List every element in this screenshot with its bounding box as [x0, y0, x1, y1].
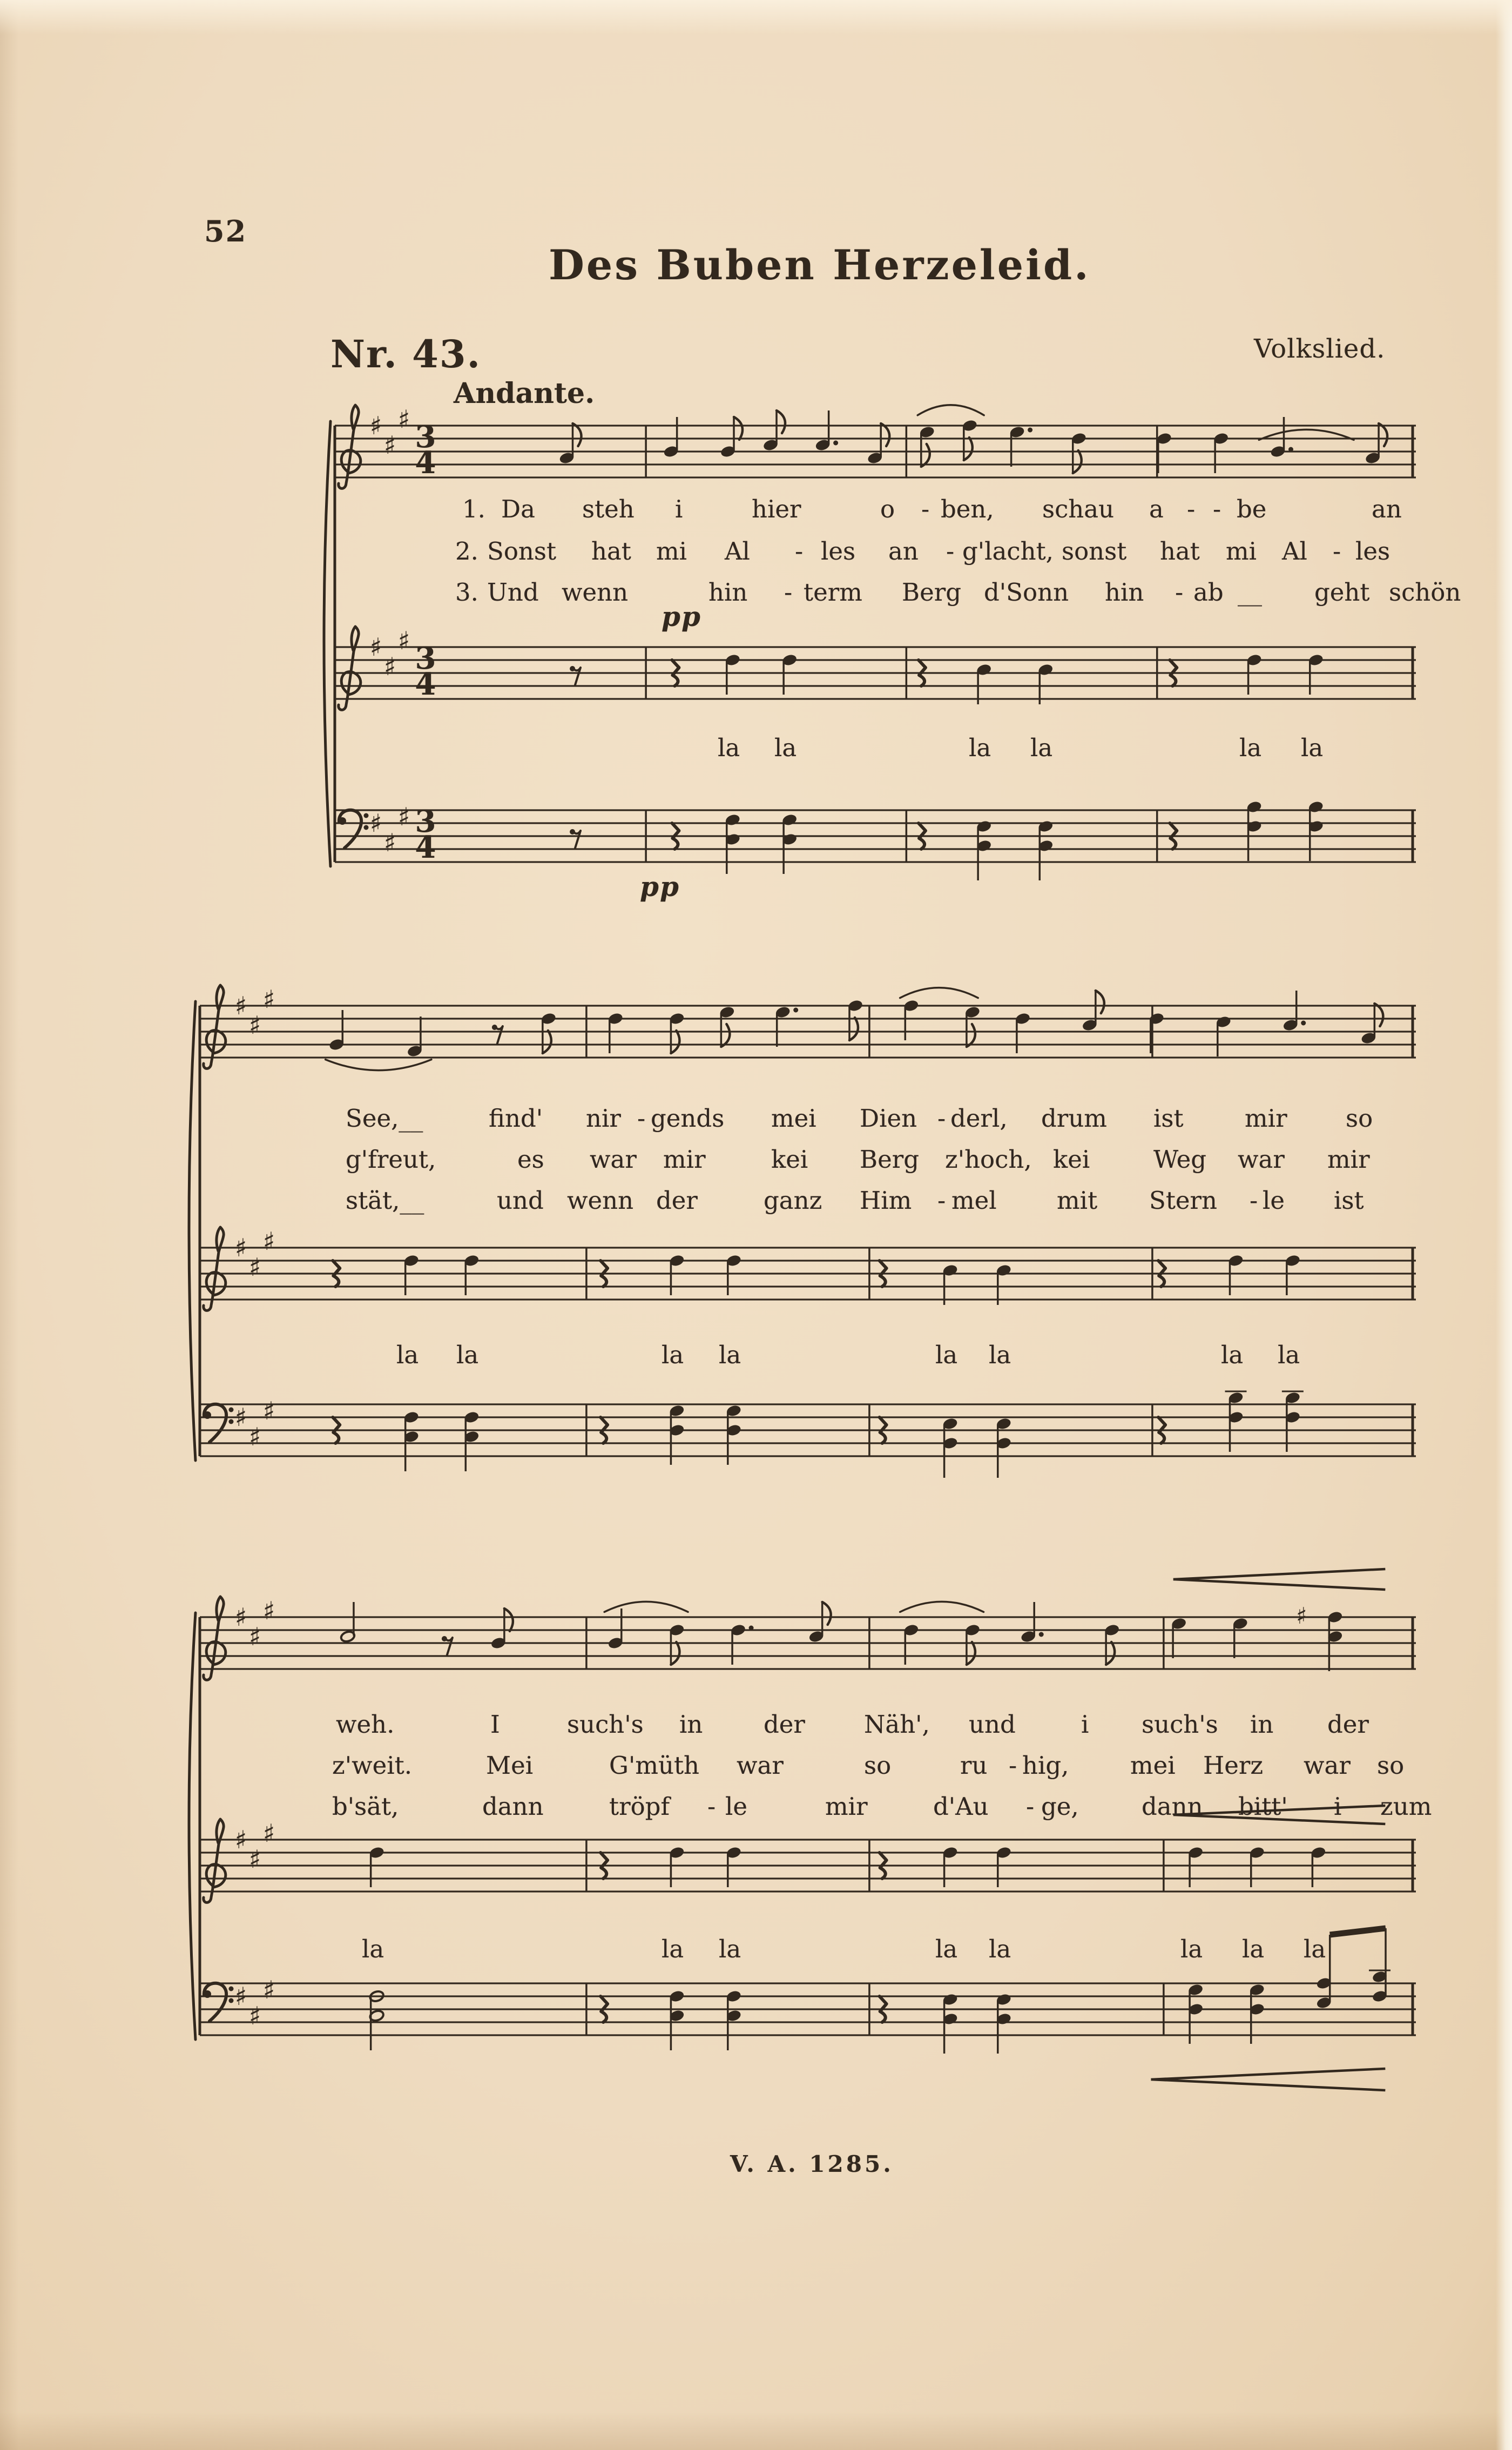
lyric-token: mir: [663, 1145, 706, 1174]
lyric-token: ge,: [1041, 1792, 1079, 1821]
la-syllable: la: [719, 1935, 741, 1963]
lyric-token: Sonst: [487, 537, 557, 566]
lyric-token: Stern: [1149, 1186, 1218, 1215]
lyric-token: war: [1238, 1145, 1285, 1174]
tempo-marking: Andante.: [454, 377, 595, 410]
sharp-icon: ♯: [248, 1622, 261, 1651]
lyric-token: Berg: [860, 1145, 920, 1174]
la-syllable: la: [1221, 1341, 1244, 1369]
la-syllable: la: [935, 1935, 958, 1963]
lyric-token: -: [1213, 495, 1221, 523]
lyric-token: Berg: [902, 578, 962, 607]
lyric-token: nir: [586, 1104, 621, 1133]
svg-text:4: 4: [415, 445, 436, 481]
sharp-icon: ♯: [248, 1011, 261, 1040]
la-syllable: la: [1030, 733, 1053, 762]
sharp-icon: ♯: [369, 809, 382, 838]
lyric-token: hier: [752, 495, 801, 523]
la-syllable: la: [1180, 1935, 1203, 1963]
svg-text:4: 4: [415, 830, 436, 865]
lyric-token: I: [490, 1710, 500, 1739]
lyric-token: in: [679, 1710, 703, 1739]
lyric-row-verse-2: [0, 537, 1512, 575]
la-syllable: la: [1239, 733, 1262, 762]
svg-text:4: 4: [415, 667, 436, 702]
lyric-token: ben,: [941, 495, 994, 523]
lyric-row-verse-7: [0, 1710, 1512, 1748]
sharp-icon: ♯: [369, 411, 382, 440]
lyric-token: -: [1250, 1186, 1258, 1215]
lyric-token: les: [1355, 537, 1390, 566]
lyric-token: ganz: [764, 1186, 822, 1215]
lyric-token: in: [1250, 1710, 1274, 1739]
lyric-token: kei: [1053, 1145, 1090, 1174]
lyric-token: mi: [1226, 537, 1257, 566]
lyric-token: mel: [951, 1186, 997, 1215]
lyric-token: d'Sonn: [984, 578, 1069, 607]
sharp-icon: ♯: [383, 652, 396, 681]
lyric-token: Und: [487, 578, 539, 607]
sharp-icon: ♯: [262, 985, 275, 1014]
sharp-icon: ♯: [234, 1603, 247, 1632]
lyric-token: Al: [1282, 537, 1307, 566]
lyric-token: z'weit.: [332, 1751, 413, 1780]
sharp-icon: ♯: [397, 626, 410, 655]
lyric-token: so: [864, 1751, 892, 1780]
lyric-token: such's: [567, 1710, 644, 1739]
lyric-token: le: [1263, 1186, 1285, 1215]
lyric-token: der: [764, 1710, 805, 1739]
la-syllable: la: [969, 733, 991, 762]
lyric-token: Mei: [486, 1751, 534, 1780]
lyric-token: z'hoch,: [945, 1145, 1032, 1174]
lyric-token: -: [921, 495, 930, 523]
lyric-token: Dien: [860, 1104, 917, 1133]
sharp-icon: ♯: [234, 991, 247, 1020]
lyric-token: drum: [1041, 1104, 1107, 1133]
la-syllable: la: [662, 1341, 684, 1369]
lyric-token: schön: [1389, 578, 1461, 607]
la-syllable: la: [1242, 1935, 1265, 1963]
sharp-icon: ♯: [383, 430, 396, 460]
lyric-token: bitt': [1238, 1792, 1288, 1821]
sharp-icon: ♯: [369, 632, 382, 662]
lyric-row-verse-9: [0, 1792, 1512, 1830]
lyric-token: o: [880, 495, 895, 523]
lyric-token: dann: [1142, 1792, 1203, 1821]
lyric-token: i: [1081, 1710, 1089, 1739]
sharp-icon: ♯: [397, 802, 410, 831]
lyric-token: -: [946, 537, 955, 566]
lyric-token: -: [1009, 1751, 1017, 1780]
lyric-token: und: [969, 1710, 1016, 1739]
lyric-token: Herz: [1203, 1751, 1264, 1780]
sharp-icon: ♯: [234, 1825, 247, 1854]
lyric-token: -: [637, 1104, 646, 1133]
la-syllable: la: [935, 1341, 958, 1369]
lyric-token: -: [707, 1792, 716, 1821]
lyric-token: der: [1327, 1710, 1369, 1739]
system-brace-2: [177, 999, 210, 1463]
lyric-token: war: [590, 1145, 637, 1174]
lyric-token: be: [1237, 495, 1267, 523]
lyric-token: d'Au: [933, 1792, 989, 1821]
lyric-token: -: [937, 1104, 946, 1133]
lyric-token: Näh',: [864, 1710, 930, 1739]
lyric-row-la-row-1: [0, 733, 1512, 771]
lyric-token: mir: [1245, 1104, 1287, 1133]
lyric-row-verse-3: [0, 578, 1512, 616]
lyric-token: i: [675, 495, 683, 523]
lyric-token: weh.: [336, 1710, 395, 1739]
dynamic-marking-pp-upper: pp: [662, 601, 701, 632]
lyric-token: -: [937, 1186, 946, 1215]
lyric-token: und: [497, 1186, 544, 1215]
lyric-token: ab: [1193, 578, 1224, 607]
sharp-icon: ♯: [262, 1596, 275, 1625]
lyric-token: hat: [591, 537, 631, 566]
la-syllable: la: [989, 1341, 1011, 1369]
lyric-token: -: [784, 578, 793, 607]
lyric-token: sonst: [1062, 537, 1127, 566]
sharp-icon: ♯: [262, 1227, 275, 1256]
lyric-row-verse-5: [0, 1145, 1512, 1183]
lyric-token: See,__: [346, 1104, 423, 1133]
lyric-token: Weg: [1153, 1145, 1207, 1174]
lyric-token: ist: [1334, 1186, 1364, 1215]
la-syllable: la: [989, 1935, 1011, 1963]
lyric-token: steh: [582, 495, 634, 523]
lyric-token: gends: [651, 1104, 725, 1133]
sharp-icon: ♯: [383, 828, 396, 857]
lyric-token: -: [1175, 578, 1184, 607]
la-syllable: la: [362, 1935, 384, 1963]
lyric-token: -: [1026, 1792, 1035, 1821]
lyric-token: es: [517, 1145, 544, 1174]
lyric-row-verse-8: [0, 1751, 1512, 1789]
sharp-icon: ♯: [248, 1253, 261, 1282]
piece-title: Des Buben Herzeleid.: [549, 241, 1091, 289]
lyric-token: hin: [1105, 578, 1144, 607]
lyric-token: g'lacht,: [962, 537, 1054, 566]
plate-number: V. A. 1285.: [730, 2151, 894, 2177]
lyric-token: b'sät,: [332, 1792, 399, 1821]
lyric-token: zum: [1380, 1792, 1432, 1821]
lyric-token: 3.: [455, 578, 478, 607]
lyric-token: so: [1377, 1751, 1405, 1780]
lyric-token: wenn: [562, 578, 629, 607]
sharp-icon: ♯: [248, 1845, 261, 1874]
attribution-label: Volkslied.: [1254, 334, 1386, 364]
lyric-token: -: [795, 537, 804, 566]
dynamic-marking-pp-lower: pp: [640, 871, 680, 903]
lyric-token: Al: [725, 537, 750, 566]
lyric-token: war: [737, 1751, 784, 1780]
la-syllable: la: [1278, 1341, 1300, 1369]
la-syllable: la: [774, 733, 797, 762]
lyric-row-la-row-3: [0, 1935, 1512, 1973]
lyric-token: dann: [482, 1792, 544, 1821]
lyric-token: hat: [1160, 537, 1200, 566]
system-brace-1: [312, 419, 345, 869]
page-number: 52: [204, 214, 247, 248]
lyric-token: kei: [771, 1145, 808, 1174]
lyric-token: g'freut,: [346, 1145, 436, 1174]
lyric-token: a: [1149, 495, 1164, 523]
lyric-token: mir: [825, 1792, 868, 1821]
svg-text:3: 3: [415, 641, 436, 676]
lyric-token: ist: [1153, 1104, 1184, 1133]
lyric-token: hin: [708, 578, 748, 607]
la-syllable: la: [1304, 1935, 1326, 1963]
lyric-token: mei: [771, 1104, 816, 1133]
sharp-icon: ♯: [248, 1422, 261, 1451]
la-syllable: la: [1301, 733, 1324, 762]
lyric-token: ru: [960, 1751, 988, 1780]
lyric-row-verse-6: [0, 1186, 1512, 1224]
sharp-icon: ♯: [1296, 1603, 1307, 1629]
lyric-token: derl,: [950, 1104, 1008, 1133]
lyric-token: such's: [1142, 1710, 1218, 1739]
lyric-row-verse-1: [0, 495, 1512, 533]
lyric-token: wenn: [567, 1186, 634, 1215]
lyric-token: stät,__: [346, 1186, 424, 1215]
lyric-row-la-row-2: [0, 1341, 1512, 1378]
sharp-icon: ♯: [234, 1982, 247, 2011]
svg-text:3: 3: [415, 419, 436, 455]
lyric-token: mit: [1057, 1186, 1098, 1215]
lyric-token: le: [725, 1792, 748, 1821]
lyric-token: der: [656, 1186, 698, 1215]
lyric-token: -: [1187, 495, 1196, 523]
lyric-token: -: [1333, 537, 1341, 566]
lyric-token: mi: [656, 537, 687, 566]
sharp-icon: ♯: [397, 405, 410, 434]
lyric-token: term: [804, 578, 862, 607]
sharp-icon: ♯: [234, 1233, 247, 1262]
lyric-token: mir: [1327, 1145, 1370, 1174]
sharp-icon: ♯: [262, 1975, 275, 2004]
lyric-token: find': [489, 1104, 543, 1133]
lyric-row-verse-4: [0, 1104, 1512, 1142]
sharp-icon: ♯: [262, 1396, 275, 1425]
sharp-icon: ♯: [234, 1403, 247, 1432]
lyric-token: Him: [860, 1186, 912, 1215]
la-syllable: la: [662, 1935, 684, 1963]
lyric-token: Da: [501, 495, 535, 523]
lyric-token: i: [1334, 1792, 1342, 1821]
lyric-token: 1.: [462, 495, 485, 523]
lyric-token: hig,: [1022, 1751, 1069, 1780]
sharp-icon: ♯: [262, 1819, 275, 1848]
lyric-token: mei: [1130, 1751, 1176, 1780]
lyric-token: war: [1304, 1751, 1351, 1780]
piece-number: Nr. 43.: [330, 332, 481, 376]
lyric-token: tröpf: [609, 1792, 670, 1821]
la-syllable: la: [456, 1341, 479, 1369]
lyric-token: an: [888, 537, 919, 566]
svg-text:3: 3: [415, 804, 436, 839]
lyric-token: les: [821, 537, 856, 566]
lyric-token: an: [1372, 495, 1402, 523]
lyric-token: G'müth: [609, 1751, 700, 1780]
lyric-token: __: [1238, 578, 1262, 607]
lyric-token: geht: [1314, 578, 1370, 607]
la-syllable: la: [718, 733, 740, 762]
lyric-token: 2.: [455, 537, 478, 566]
lyric-token: so: [1346, 1104, 1373, 1133]
la-syllable: la: [396, 1341, 419, 1369]
la-syllable: la: [719, 1341, 741, 1369]
sharp-icon: ♯: [248, 2001, 261, 2030]
lyric-token: schau: [1042, 495, 1115, 523]
